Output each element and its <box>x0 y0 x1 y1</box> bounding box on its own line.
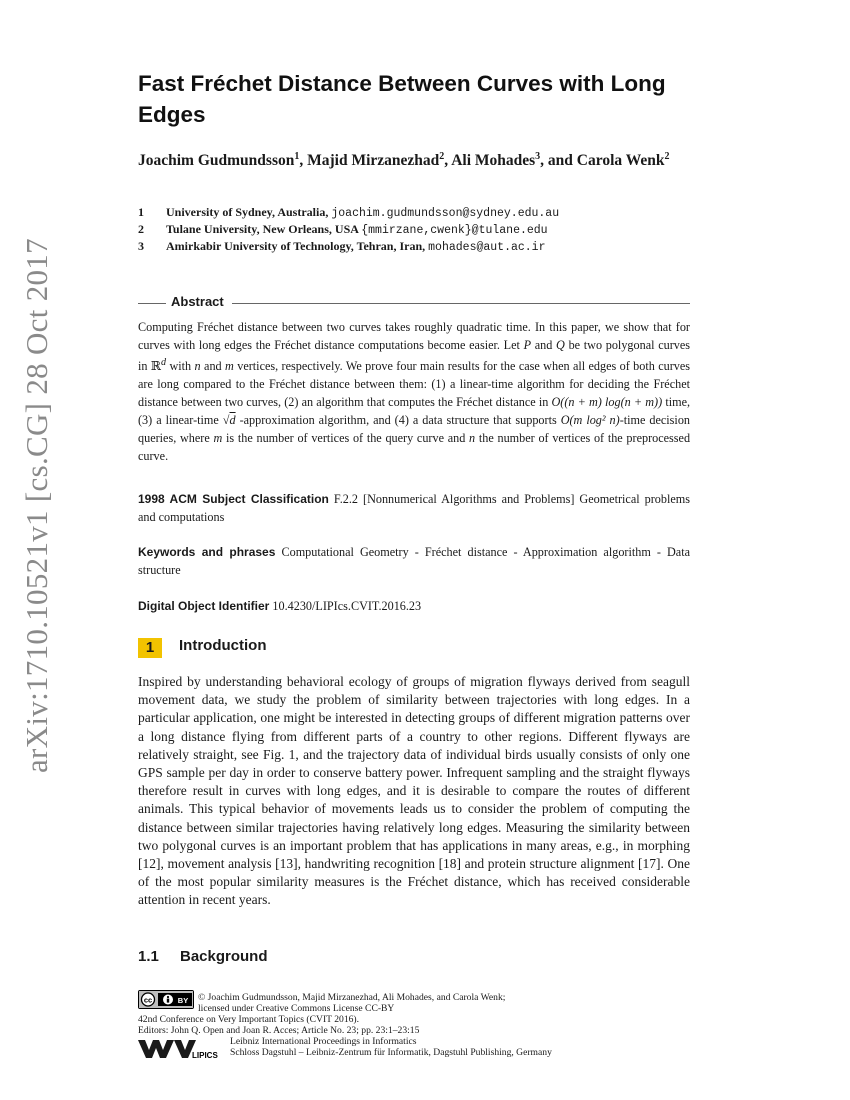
subsection-title: Background <box>180 948 268 965</box>
math-var: Q <box>556 338 565 352</box>
author-conjunction: and <box>547 152 573 170</box>
math-var: m <box>225 359 234 374</box>
author-affiliation-mark: 1 <box>294 151 300 162</box>
footer-license: licensed under Creative Commons License CC-BY <box>198 1003 395 1014</box>
math-reals: ℝ <box>150 359 162 374</box>
introduction-paragraph: Inspired by understanding behavioral ecology of groups of migration flyways derived from seagull movement data, we study the problem of similarity between trajectories with long edges. In a particular application, one might be interested in detecting groups of different migration patterns over a long distance flying from different parts of a country to other regions. Different flyways are relatively straight, see Fig. 1, and the trajectory data of individual birds usually consists of only one GPS sample per day in order to conserve battery power. Infrequent sampling and the straight flyways therefore result in curves with long edges, and it is desirable to compare the routes of different animals. This typical behavior of movements leads us to consider the problem of computing the distance between similar trajectories having relatively long edges. Measuring the similarity between two polygonal curves is an important problem that has applications in many areas, e.g., in morphing [12], movement analysis [13], handwriting recognition [18] and protein structure alignment [17]. One of the most popular similarity measures is the Fréchet distance, which has received considerable attention in recent years. <box>138 674 690 908</box>
math-var: n <box>194 359 201 374</box>
acm-classification <box>138 490 690 526</box>
math-var: n <box>469 431 476 446</box>
author-affiliation-mark: 3 <box>535 151 541 162</box>
author-affiliation-mark: 2 <box>664 151 670 162</box>
author-affiliation-mark: 2 <box>439 151 445 162</box>
abstract-rule-right <box>232 303 690 304</box>
affiliation-text: Tulane University, New Orleans, USA <box>166 222 359 236</box>
lipics-logo <box>138 1034 228 1060</box>
abstract-text: vertices, respectively. We prove four main results for the case when all edges of both curves are long compared to the Fréchet distance between them: (1) a linear-time algorithm for deciding the Fréchet distance between two curves, (2) an algorithm that computes the Fréchet distance in <box>138 359 691 410</box>
abstract-text: the number of vertices of the preprocessed curve. <box>138 431 691 464</box>
math-var: d <box>161 357 167 368</box>
footer-copyright: © Joachim Gudmundsson, Majid Mirzanezhad, Ali Mohades, and Carola Wenk; <box>198 992 506 1003</box>
math-complexity: O((n + m) log(n + m)) <box>551 395 663 410</box>
author-name: Ali Mohades <box>451 152 536 170</box>
affiliation-1 <box>138 204 559 222</box>
doi <box>138 597 690 615</box>
abstract-text: -time decision queries, where <box>138 413 691 446</box>
abstract-text: and <box>534 338 553 352</box>
affiliation-text: Amirkabir University of Technology, Tehran, Iran, <box>166 239 426 253</box>
footer-publisher: Schloss Dagstuhl – Leibniz-Zentrum für Informatik, Dagstuhl Publishing, Germany <box>230 1047 552 1058</box>
math-var: m <box>213 431 223 446</box>
abstract-body <box>138 318 690 465</box>
affiliation-number: 3 <box>138 239 144 253</box>
author-list: Joachim Gudmundsson$^1$, Majid Mirzanezhad$^2$, Ali Mohades$^3$, and Carola Wenk$^2$ <box>138 151 670 170</box>
section-number-box: 1 <box>138 638 162 658</box>
cc-by-license-icon[interactable] <box>138 990 194 1009</box>
keywords <box>138 543 690 579</box>
keywords-label: Keywords and phrases <box>138 545 276 559</box>
author-name: Joachim Gudmundsson <box>138 152 295 170</box>
math-var: d <box>229 413 236 428</box>
footer-editors: Editors: John Q. Open and Joan R. Acces; Article No. 23; pp. 23:1–23:15 <box>138 1025 420 1036</box>
acm-text: F.2.2 [Nonnumerical Algorithms and Problems] Geometrical problems and computations <box>138 492 691 524</box>
affiliation-email[interactable]: mohades@aut.ac.ir <box>428 241 546 254</box>
keywords-text: Computational Geometry - Fréchet distance - Approximation algorithm - Data structure <box>138 545 690 577</box>
cc-icon-text: cc <box>143 995 153 1005</box>
abstract-text: time, (3) a linear-time <box>138 395 691 428</box>
affiliation-email[interactable]: joachim.gudmundsson@sydney.edu.au <box>331 207 560 220</box>
abstract-text: be two polygonal curves in <box>138 338 691 374</box>
affiliation-email[interactable]: {mmirzane,cwenk}@tulane.edu <box>361 224 548 237</box>
affiliation-3 <box>138 238 545 256</box>
affiliation-number: 1 <box>138 205 144 219</box>
author-name: Majid Mirzanezhad <box>307 152 440 170</box>
math-complexity: O(m log² n) <box>560 413 620 428</box>
paper-title: Fast Fréchet Distance Between Curves with Long Edges <box>138 71 666 127</box>
abstract-text: Computing Fréchet distance between two curves takes roughly quadratic time. In this paper, we show that for curves with long edges the Fréchet distance computations become easier. Let <box>138 320 690 352</box>
acm-label: 1998 ACM Subject Classification <box>138 492 329 506</box>
footer-series: Leibniz International Proceedings in Informatics <box>230 1036 417 1047</box>
doi-text[interactable]: 10.4230/LIPIcs.CVIT.2016.23 <box>272 599 422 613</box>
abstract-rule-left <box>138 303 166 304</box>
subsection-heading-background <box>138 948 268 965</box>
math-sqrt: √ <box>222 413 230 428</box>
affiliation-2 <box>138 221 548 239</box>
lipics-wordmark: LIPICS <box>192 1051 218 1060</box>
subsection-number: 1.1 <box>138 948 159 965</box>
affiliation-text: University of Sydney, Australia, <box>166 205 329 219</box>
arxiv-identifier: arXiv:1710.10521v1 [cs.CG] 28 Oct 2017 <box>19 238 54 773</box>
abstract-text: and <box>204 359 222 374</box>
abstract-label: Abstract <box>171 294 224 309</box>
abstract-text: is the number of vertices of the query curve and <box>226 431 466 446</box>
abstract-text: -approximation algorithm, and (4) a data structure that supports <box>239 413 557 428</box>
doi-label: Digital Object Identifier <box>138 599 270 613</box>
by-icon-text: BY <box>177 996 189 1005</box>
math-var: P <box>523 338 532 352</box>
affiliation-number: 2 <box>138 222 144 236</box>
abstract-text: with <box>169 359 192 374</box>
footer-conference: 42nd Conference on Very Important Topics (CVIT 2016). <box>138 1014 360 1025</box>
section-title: Introduction <box>179 637 267 654</box>
abstract-heading <box>138 294 690 312</box>
author-name: Carola Wenk <box>576 152 665 170</box>
